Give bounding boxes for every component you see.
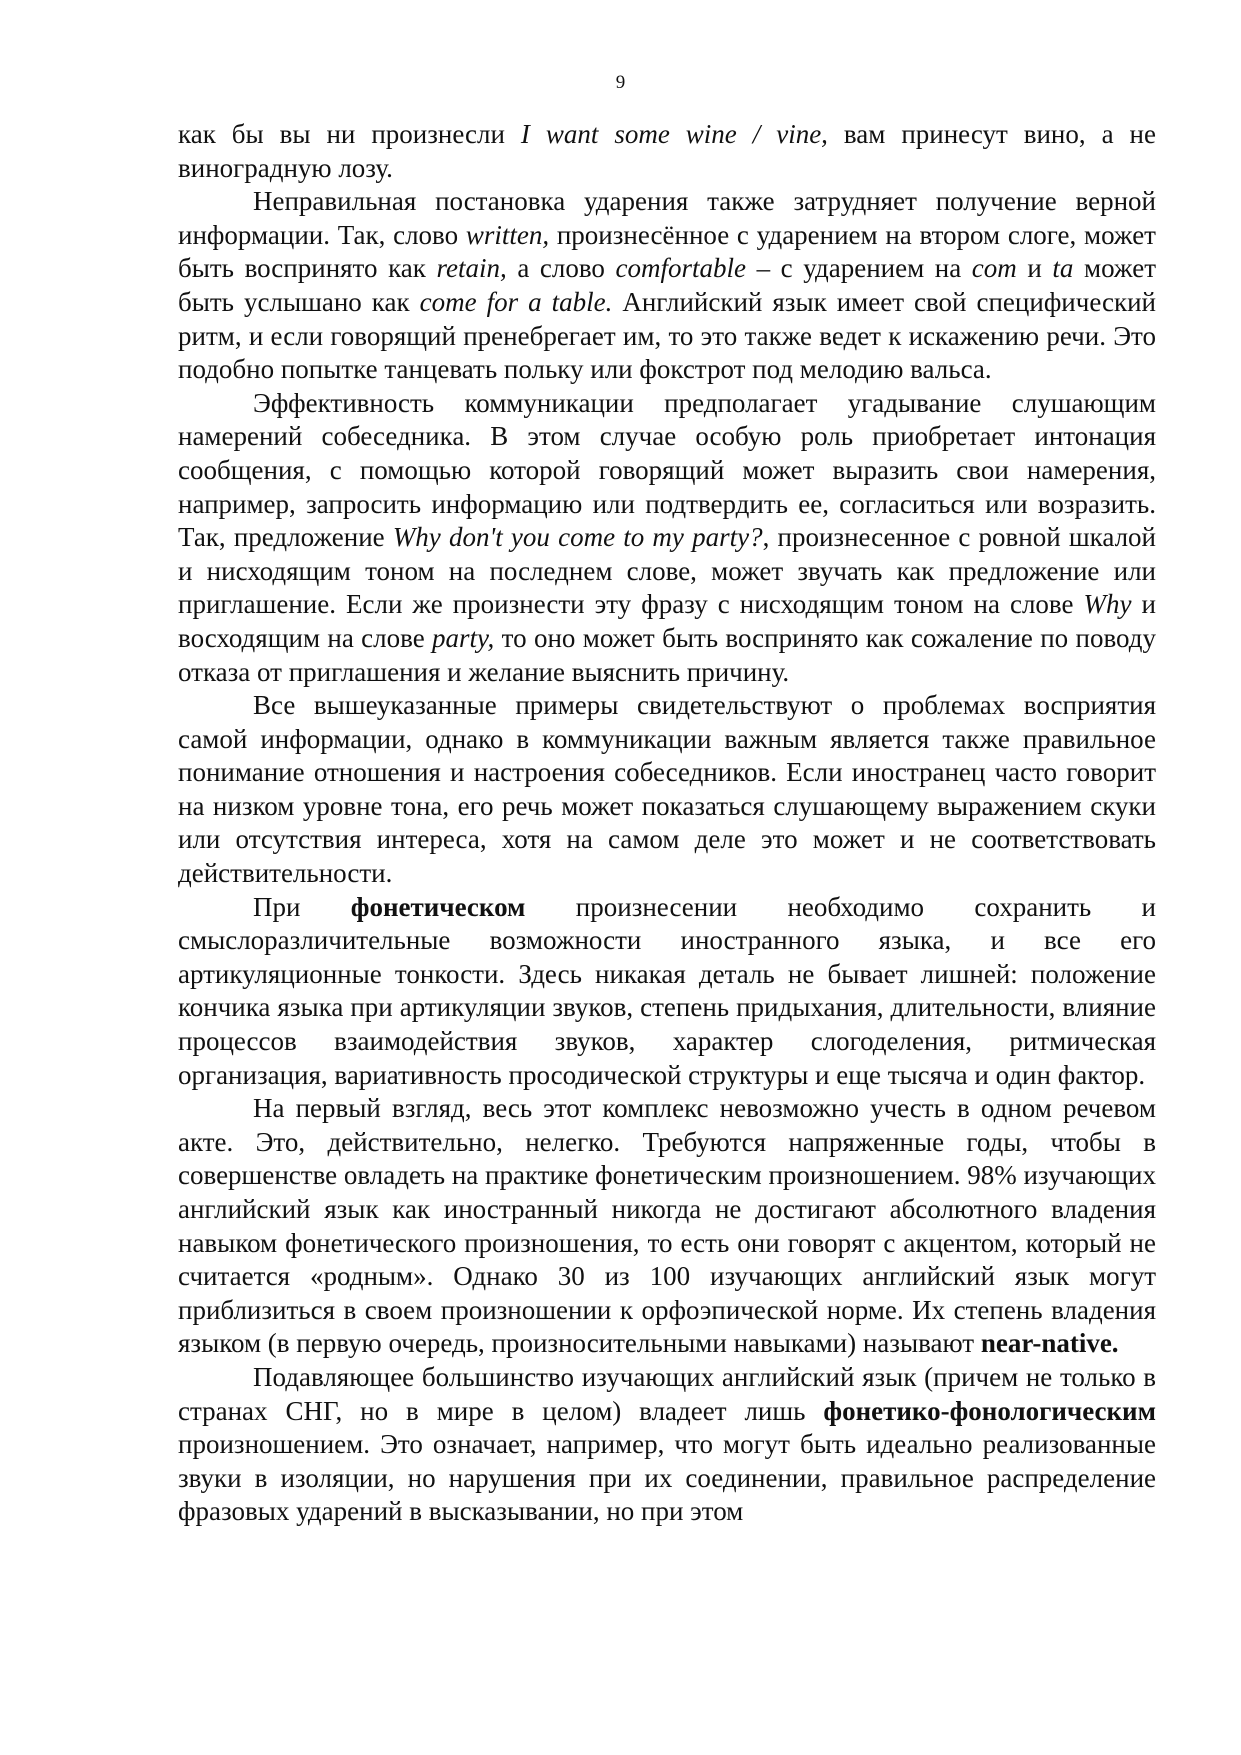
text-run: Подавляющее большинство изучающих английский язык (причем не только в странах СНГ, но в мире в целом) владеет лишь — [178, 1361, 1156, 1426]
page-number: 9 — [615, 72, 626, 93]
text-run: произнесённое с ударением на втором слоге, может быть воспринято как — [178, 219, 1156, 284]
text-run: На первый взгляд, весь этот комплекс невозможно учесть в одном речевом акте. Это, действительно, нелегко. Требуются напряженные годы, чтобы в совершенстве овладеть на практике фонетическим произношением. 98% изучающих английский язык как иностранный никогда не достигают абсолютного владения навыком фонетического произношения, то есть они говорят с акцентом, который не считается «родным». Однако 30 из 100 изучающих английский язык могут приблизиться в своем произношении к орфоэпической норме. Их степень владения языком (в первую очередь, произносительными навыками) называют — [178, 1093, 1156, 1359]
paragraph-3 — [178, 387, 1156, 689]
paragraph-7 — [178, 1361, 1156, 1529]
paragraph-5 — [178, 891, 1156, 1093]
bold-term: фонетико-фонологическим — [823, 1395, 1156, 1426]
text-run: Английский язык имеет свой специфический ритм, и если говорящий пренебрегает им, то это также ведет к искажению речи. Это подобно попытке танцевать польку или фокстрот под мелодию вальса. — [178, 286, 1156, 385]
text-run: Эффективность коммуникации предполагает угадывание слушающим намерений собеседника. В этом случае особую роль приобретает интонация сообщения, с помощью которой говорящий может выразить свои намерения, например, запросить информацию или подтвердить ее, согласиться или возразить. Так, предложение — [178, 387, 1156, 553]
italic-example: I want some wine / vine, — [520, 119, 828, 149]
italic-example: Why don't you come to my party? — [392, 522, 763, 553]
italic-example: retain, — [436, 253, 507, 284]
page-body — [178, 118, 1156, 1529]
paragraph-4 — [178, 689, 1156, 891]
italic-example: written, — [465, 219, 550, 250]
text-run: как бы вы ни произнесли — [178, 119, 521, 149]
text-run: и — [1016, 253, 1053, 284]
italic-example: comfortable — [615, 253, 746, 284]
italic-example: Why — [1083, 589, 1132, 620]
text-run: Все вышеуказанные примеры свидетельствуют о проблемах восприятия самой информации, однако в коммуникации важным является также правильное понимание отношения и настроения собеседников. Если иностранец часто говорит на низком уровне тона, его речь может показаться слушающему выражением скуки или отсутствия интереса, хотя на самом деле это может и не соответствовать действительности. — [178, 690, 1156, 889]
text-run: произнесении необходимо сохранить и смыслоразличительные возможности иностранного языка, и все его артикуляционные тонкости. Здесь никакая деталь не бывает лишней: положение кончика языка при артикуляции звуков, степень придыхания, длительности, влияние процессов взаимодействия звуков, характер слогоделения, ритмическая организация, вариативность просодической структуры и еще тысяча и один фактор. — [178, 891, 1156, 1090]
text-run: При — [253, 891, 351, 922]
text-run: и восходящим на слове — [178, 589, 1157, 653]
paragraph-1 — [178, 118, 1156, 185]
text-run: а слово — [506, 253, 616, 284]
text-run: то оно может быть воспринято как сожаление по поводу отказа от приглашения и желание выяснить причину. — [178, 622, 1156, 687]
paragraph-6 — [178, 1092, 1156, 1361]
text-run: – с ударением на — [745, 253, 972, 284]
text-run: может быть услышано как — [178, 253, 1157, 317]
text-run: Неправильная постановка ударения также затрудняет получение верной информации. Так, слово — [178, 186, 1156, 250]
text-run: произношением. Это означает, например, что могут быть идеально реализованные звуки в изоляции, но нарушения при их соединении, правильное распределение фразовых ударений в высказывании, но при этом — [178, 1429, 1156, 1527]
text-run: , произнесенное с ровной шкалой и нисходящим тоном на последнем слове, может звучать как предложение или приглашение. Если же произнести эту фразу с нисходящим тоном на слове — [178, 522, 1156, 620]
text-run: вам принесут вино, а не виноградную лозу. — [178, 119, 1156, 183]
bold-term: near-native. — [980, 1328, 1119, 1359]
bold-term: фонетическом — [350, 891, 526, 922]
italic-example: ta — [1052, 253, 1074, 284]
paragraph-2 — [178, 185, 1156, 387]
italic-example: party, — [432, 622, 495, 653]
italic-example: come for a table. — [419, 286, 613, 317]
italic-example: com — [971, 253, 1017, 284]
